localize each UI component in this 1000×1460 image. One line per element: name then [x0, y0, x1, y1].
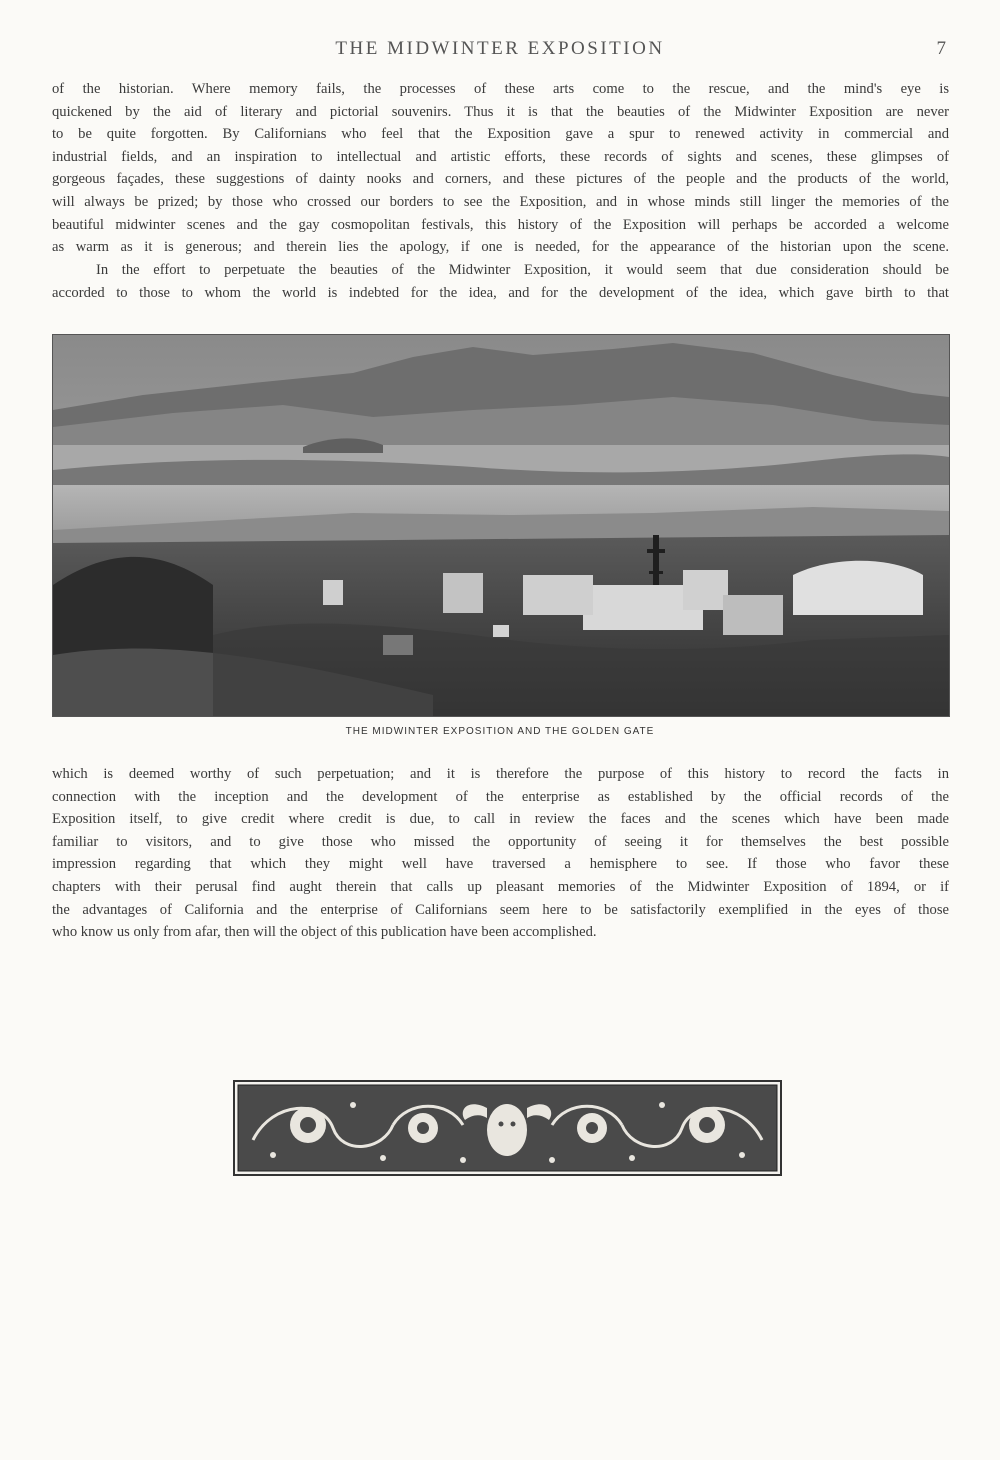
running-title: THE MIDWINTER EXPOSITION	[335, 38, 665, 59]
text-line: In the effort to perpetuate the beauties of the Midwinter Exposition, it would seem that due consideration should be	[96, 262, 949, 278]
running-head	[0, 38, 1000, 64]
text-line: will always be prized; by those who crossed our borders to see the Exposition, and in whose minds still linger the memories of the	[52, 193, 949, 210]
text-line: connection with the inception and the development of the enterprise as established by the official records of the	[52, 788, 949, 805]
opening-paragraph	[52, 78, 949, 259]
text-line: to be quite forgotten. By Californians who feel that the Exposition gave a spur to renewed activity in commercial and	[52, 126, 949, 143]
text-line: industrial fields, and an inspiration to intellectual and artistic efforts, these records of sights and scenes, these glimpses of	[52, 148, 949, 165]
exposition-photograph	[52, 334, 950, 717]
text-line: the advantages of California and the enterprise of Californians seem here to be satisfactorily exemplified in the eyes of those	[52, 901, 949, 918]
second-paragraph	[52, 259, 949, 304]
text-line: gorgeous façades, these suggestions of dainty nooks and corners, and these pictures of the people and the products of the world,	[52, 171, 949, 188]
text-line: chapters with their perusal find aught therein that calls up pleasant memories of the Midwinter Exposition of 1894, or if	[52, 878, 949, 895]
text-line: who know us only from afar, then will the object of this publication have been accomplished.	[52, 924, 597, 941]
text-line: of the historian. Where memory fails, the processes of these arts come to the rescue, and the mind's eye is	[52, 81, 949, 97]
text-line: as warm as it is generous; and therein lies the apology, if one is needed, for the appearance of the historian upon the scene.	[52, 239, 949, 256]
text-line: impression regarding that which they might well have traversed a hemisphere to see. If those who favor these	[52, 856, 949, 873]
photo-caption: THE MIDWINTER EXPOSITION AND THE GOLDEN GATE	[345, 726, 655, 737]
page-number: 7	[936, 38, 946, 59]
decorative-tailpiece	[233, 1080, 782, 1176]
text-line: Exposition itself, to give credit where credit is due, to call in review the faces and the scenes which have been made	[52, 811, 949, 828]
text-line: which is deemed worthy of such perpetuation; and it is therefore the purpose of this history to record the facts in	[52, 766, 949, 782]
text-line: accorded to those to whom the world is indebted for the idea, and for the development of the idea, which gave birth to that	[52, 284, 949, 301]
text-line: beautiful midwinter scenes and the gay cosmopolitan festivals, this history of the Exposition will perhaps be accorded a welcome	[52, 216, 949, 233]
closing-paragraph	[52, 763, 949, 944]
text-line: familiar to visitors, and to give those who missed the opportunity of seeing it for themselves the best possible	[52, 833, 949, 850]
text-line: quickened by the aid of literary and pictorial souvenirs. Thus it is that the beauties of the Midwinter Exposition are never	[52, 103, 949, 120]
